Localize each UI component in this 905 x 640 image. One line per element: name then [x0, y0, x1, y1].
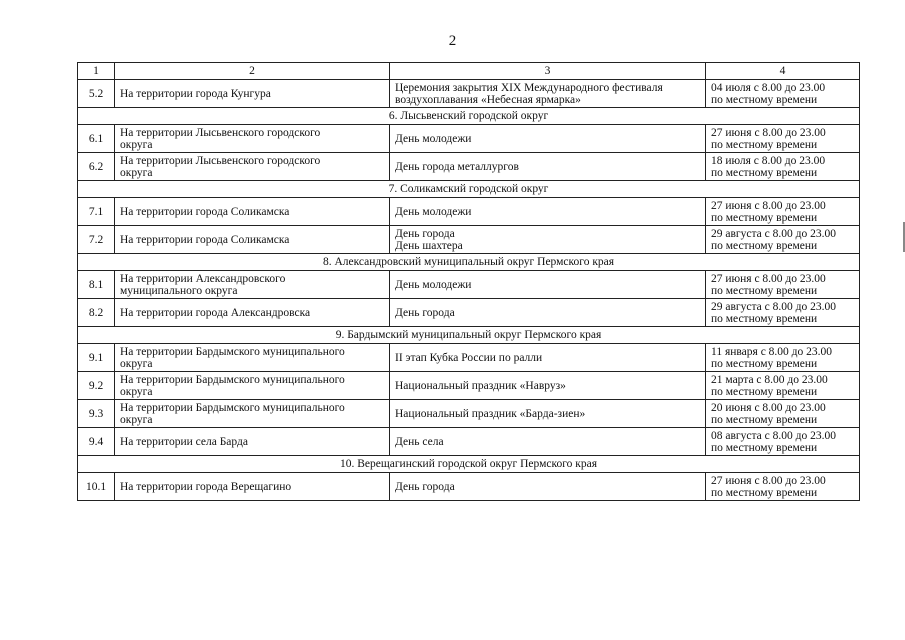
- row-number: 5.2: [78, 80, 115, 108]
- table-row: [78, 344, 860, 372]
- place-cell: [115, 344, 390, 372]
- cell-line: День города: [395, 306, 455, 319]
- cell-line: На территории села Барда: [120, 435, 248, 448]
- column-header: 2: [115, 63, 390, 80]
- table-row: [78, 125, 860, 153]
- date-cell: [706, 400, 860, 428]
- cell-line: по местному времени: [711, 211, 818, 224]
- event-cell: [390, 198, 706, 226]
- place-cell: [115, 198, 390, 226]
- date-cell: [706, 344, 860, 372]
- cell-line: На территории Бардымского муниципального: [120, 373, 345, 386]
- section-title: 7. Соликамский городской округ: [78, 181, 860, 198]
- cell-line: 08 августа с 8.00 до 23.00: [711, 429, 836, 442]
- cell-line: Национальный праздник «Барда-зиен»: [395, 407, 586, 420]
- row-number: 7.1: [78, 198, 115, 226]
- page-number: 2: [448, 33, 457, 49]
- cell-line: округа: [120, 413, 153, 426]
- event-cell: [390, 473, 706, 501]
- table-row: [78, 198, 860, 226]
- cell-line: по местному времени: [711, 441, 818, 454]
- cell-line: по местному времени: [711, 239, 818, 252]
- cell-line: 29 августа с 8.00 до 23.00: [711, 300, 836, 313]
- date-cell: [706, 226, 860, 254]
- cell-line: округа: [120, 357, 153, 370]
- cell-line: муниципального округа: [120, 284, 238, 297]
- row-number: 9.3: [78, 400, 115, 428]
- cell-line: 11 января с 8.00 до 23.00: [711, 345, 833, 358]
- date-cell: [706, 80, 860, 108]
- event-cell: [390, 344, 706, 372]
- cell-line: 20 июня с 8.00 до 23.00: [711, 401, 826, 414]
- section-row: [78, 108, 860, 125]
- cell-line: 27 июня с 8.00 до 23.00: [711, 126, 826, 139]
- cell-line: На территории Лысьвенского городского: [120, 126, 321, 139]
- place-cell: [115, 299, 390, 327]
- cell-line: На территории Александровского: [120, 272, 286, 285]
- date-cell: [706, 428, 860, 456]
- cell-line: На территории города Верещагино: [120, 480, 292, 493]
- cell-line: День шахтера: [395, 239, 463, 252]
- cell-line: На территории Бардымского муниципального: [120, 401, 345, 414]
- cell-line: по местному времени: [711, 284, 818, 297]
- cell-line: День города: [395, 480, 455, 493]
- table-header-row: [78, 63, 860, 80]
- cell-line: округа: [120, 385, 153, 398]
- section-title: 9. Бардымский муниципальный округ Пермского края: [78, 327, 860, 344]
- place-cell: [115, 125, 390, 153]
- table-row: [78, 473, 860, 501]
- cell-line: по местному времени: [711, 93, 818, 106]
- cell-line: На территории Бардымского муниципального: [120, 345, 345, 358]
- table-row: [78, 372, 860, 400]
- date-cell: [706, 271, 860, 299]
- date-cell: [706, 372, 860, 400]
- column-header: 4: [706, 63, 860, 80]
- row-number: 6.1: [78, 125, 115, 153]
- event-cell: [390, 400, 706, 428]
- cell-line: 27 июня с 8.00 до 23.00: [711, 474, 826, 487]
- event-cell: [390, 428, 706, 456]
- cell-line: округа: [120, 138, 153, 151]
- cell-line: по местному времени: [711, 312, 818, 325]
- events-table: [77, 62, 860, 501]
- table-row: [78, 80, 860, 108]
- section-title: 8. Александровский муниципальный округ Пермского края: [78, 254, 860, 271]
- cell-line: День молодежи: [395, 205, 472, 218]
- cell-line: по местному времени: [711, 166, 818, 179]
- event-cell: [390, 372, 706, 400]
- place-cell: [115, 372, 390, 400]
- cell-line: На территории города Кунгура: [120, 87, 271, 100]
- cell-line: 27 июня с 8.00 до 23.00: [711, 199, 826, 212]
- event-cell: [390, 153, 706, 181]
- row-number: 8.1: [78, 271, 115, 299]
- cell-line: День села: [395, 435, 444, 448]
- event-cell: [390, 226, 706, 254]
- cell-line: воздухоплавания «Небесная ярмарка»: [395, 93, 581, 106]
- cell-line: На территории города Соликамска: [120, 205, 290, 218]
- cell-line: 27 июня с 8.00 до 23.00: [711, 272, 826, 285]
- row-number: 7.2: [78, 226, 115, 254]
- row-number: 10.1: [78, 473, 115, 501]
- date-cell: [706, 125, 860, 153]
- event-cell: [390, 299, 706, 327]
- table-row: [78, 226, 860, 254]
- place-cell: [115, 400, 390, 428]
- date-cell: [706, 473, 860, 501]
- cell-line: по местному времени: [711, 138, 818, 151]
- row-number: 9.2: [78, 372, 115, 400]
- cell-line: 29 августа с 8.00 до 23.00: [711, 227, 836, 240]
- event-cell: [390, 80, 706, 108]
- row-number: 8.2: [78, 299, 115, 327]
- row-number: 9.4: [78, 428, 115, 456]
- cell-line: Национальный праздник «Навруз»: [395, 379, 566, 392]
- section-title: 6. Лысьвенский городской округ: [78, 108, 860, 125]
- row-number: 6.2: [78, 153, 115, 181]
- cell-line: II этап Кубка России по ралли: [395, 351, 543, 364]
- cell-line: по местному времени: [711, 385, 818, 398]
- table-row: [78, 299, 860, 327]
- cell-line: На территории города Александровска: [120, 306, 311, 319]
- cell-line: На территории Лысьвенского городского: [120, 154, 321, 167]
- column-header: 1: [78, 63, 115, 80]
- cell-line: 21 марта с 8.00 до 23.00: [711, 373, 828, 386]
- place-cell: [115, 428, 390, 456]
- place-cell: [115, 271, 390, 299]
- section-row: [78, 254, 860, 271]
- cell-line: На территории города Соликамска: [120, 233, 290, 246]
- cell-line: округа: [120, 166, 153, 179]
- row-number: 9.1: [78, 344, 115, 372]
- column-header: 3: [390, 63, 706, 80]
- section-title: 10. Верещагинский городской округ Пермского края: [78, 456, 860, 473]
- cell-line: День города: [395, 227, 455, 240]
- date-cell: [706, 153, 860, 181]
- place-cell: [115, 153, 390, 181]
- cell-line: День молодежи: [395, 278, 472, 291]
- cell-line: по местному времени: [711, 486, 818, 499]
- event-cell: [390, 271, 706, 299]
- cell-line: 18 июля с 8.00 до 23.00: [711, 154, 826, 167]
- place-cell: [115, 80, 390, 108]
- cell-line: День города металлургов: [395, 160, 519, 173]
- place-cell: [115, 226, 390, 254]
- table-row: [78, 400, 860, 428]
- table-row: [78, 153, 860, 181]
- event-cell: [390, 125, 706, 153]
- cell-line: Церемония закрытия XIX Международного фестиваля: [395, 81, 663, 94]
- table-row: [78, 428, 860, 456]
- cell-line: 04 июля с 8.00 до 23.00: [711, 81, 826, 94]
- cell-line: День молодежи: [395, 132, 472, 145]
- table-row: [78, 271, 860, 299]
- date-cell: [706, 299, 860, 327]
- section-row: [78, 327, 860, 344]
- date-cell: [706, 198, 860, 226]
- section-row: [78, 456, 860, 473]
- cell-line: по местному времени: [711, 357, 818, 370]
- section-row: [78, 181, 860, 198]
- cell-line: по местному времени: [711, 413, 818, 426]
- place-cell: [115, 473, 390, 501]
- table-body: [78, 80, 860, 501]
